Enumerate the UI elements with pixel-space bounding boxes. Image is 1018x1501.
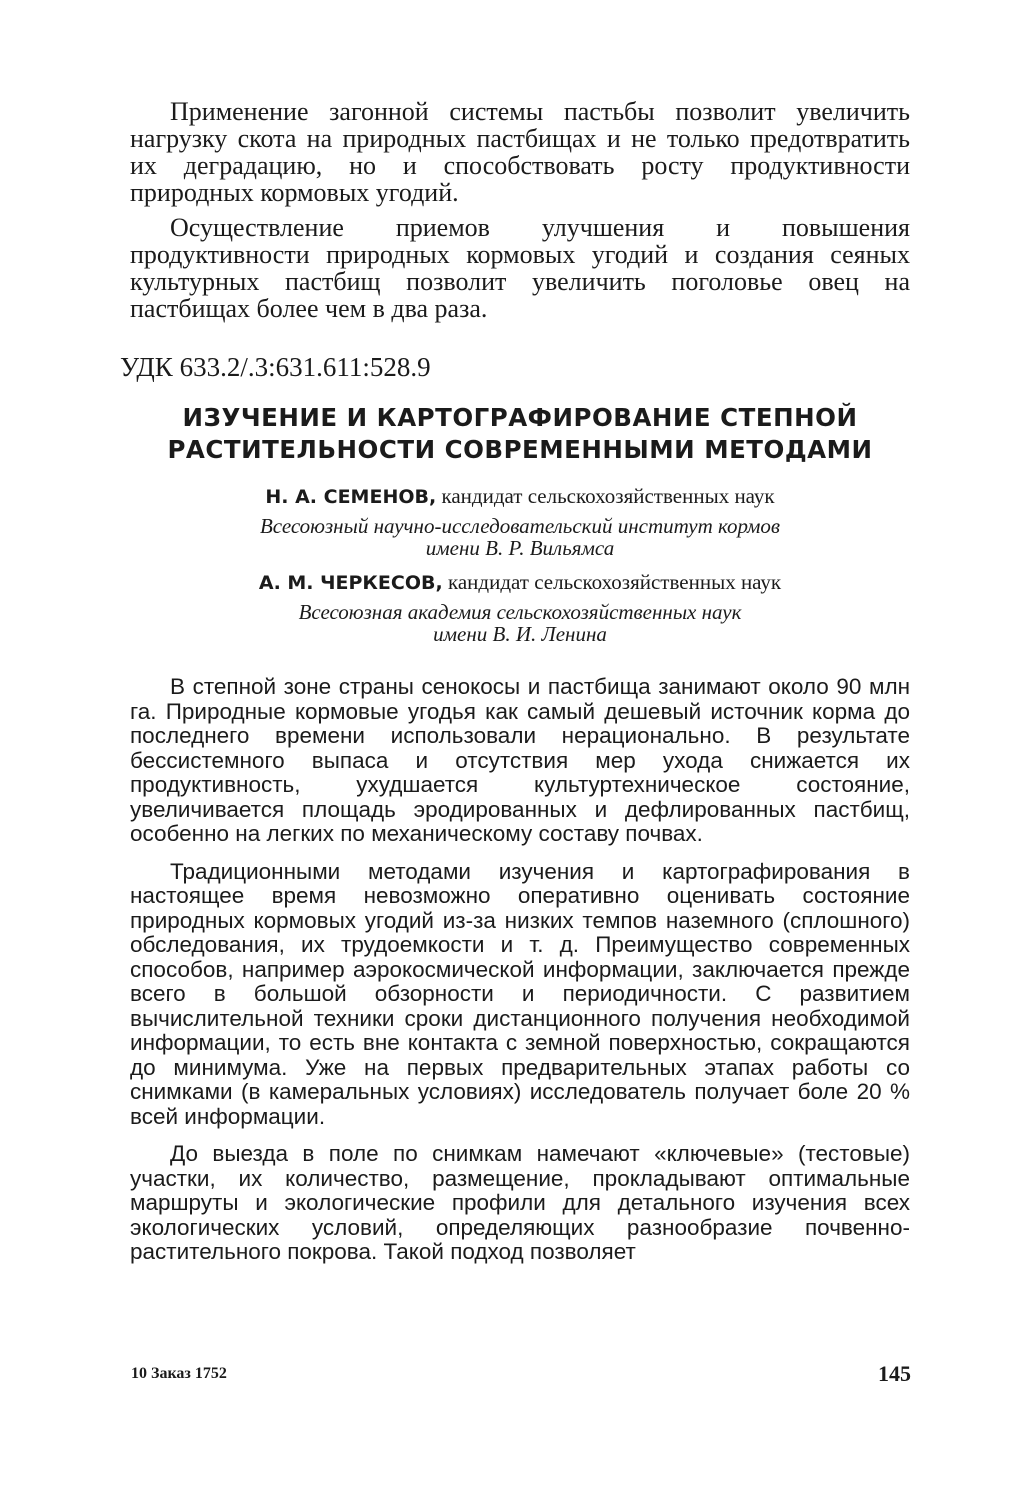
intro-paragraph-1: Применение загонной системы пастьбы позволит увеличить нагрузку скота на природных пастбищах и не только предотвратить их деградацию, но и способствовать росту продуктивности природных кормовых угодий. [130,97,910,207]
body-paragraph-3: До выезда в поле по снимкам намечают «ключевые» (тестовые) участки, их количество, размещение, прокладывают оптимальные маршруты и экологические профили для детального изучения всех экологических условий, определяющих разнообразие почвенно-растительного покрова. Такой подход позволяет [130,1141,910,1264]
author-1 [120,484,920,509]
author-2-degree: кандидат сельскохозяйственных наук [447,570,782,594]
article-title [120,402,920,466]
institute-1-line-2: имени В. Р. Вильямса [425,536,615,560]
title-line-1: ИЗУЧЕНИЕ И КАРТОГРАФИРОВАНИЕ СТЕПНОЙ [182,403,858,432]
print-signature: 10 Заказ 1752 [131,1365,227,1382]
page-number: 145 [878,1361,911,1386]
article-body [130,675,910,1265]
author-2 [120,570,920,595]
author-1-name: Н. А. СЕМЕНОВ, [265,486,437,508]
author-2-name: А. М. ЧЕРКЕСОВ, [258,572,443,594]
udk-code: УДК 633.2/.3:631.611:528.9 [120,352,431,382]
institute-2-line-1: Всесоюзная академия сельскохозяйственных наук [298,600,742,624]
body-paragraph-1: В степной зоне страны сенокосы и пастбища занимают около 90 млн га. Природные кормовые угодья как самый дешевый источник корма до последнего времени использовали нерационально. В результате бессистемного выпаса и отсутствия мер ухода снижается их продуктивность, ухудшается культуртехническое состояние, увеличивается площадь эродированных и дефлированных пастбищ, особенно на легких по механическому составу почвах. [130,674,910,846]
institute-1-line-1: Всесоюзный научно-исследовательский институт кормов [259,514,781,538]
institute-1 [120,515,920,559]
institute-2 [120,601,920,645]
author-1-degree: кандидат сельскохозяйственных наук [441,484,775,508]
intro-paragraph-2: Осуществление приемов улучшения и повышения продуктивности природных кормовых угодий и создания сеяных культурных пастбищ позволит увеличить поголовье овец на пастбищах более чем в два раза. [130,213,910,323]
intro-section [130,98,910,322]
institute-2-line-2: имени В. И. Ленина [433,622,607,646]
body-paragraph-2: Традиционными методами изучения и картографирования в настоящее время невозможно оперативно оценивать состояние природных кормовых угодий из-за низких темпов наземного (сплошного) обследования, их трудоемкости и т. д. Преимущество современных способов, например аэрокосмической информации, заключается прежде всего в большой обзорности и периодичности. С развитием вычислительной техники сроки дистанционного получения необходимой информации, то есть вне контакта с земной поверхностью, сокращаются до минимума. Уже на первых предварительных этапах работы со снимками (в камеральных условиях) исследователь получает боле 20 % всей информации. [130,858,910,1129]
title-line-2: РАСТИТЕЛЬНОСТИ СОВРЕМЕННЫМИ МЕТОДАМИ [167,435,873,464]
